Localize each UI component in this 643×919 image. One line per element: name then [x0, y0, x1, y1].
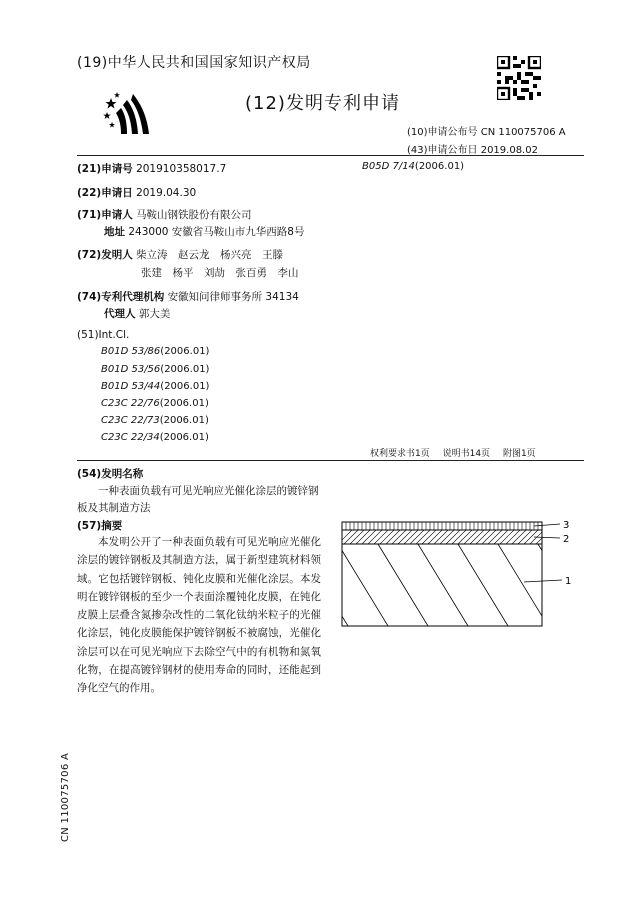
agent-row: [104, 306, 170, 321]
inventors-row: [77, 247, 283, 262]
inventors-label: (72)发明人: [77, 249, 133, 261]
invention-title: 一种表面负载有可见光响应光催化涂层的镀锌钢板及其制造方法: [77, 485, 319, 514]
layer-structure-figure: [338, 518, 578, 630]
qr-code: [497, 56, 541, 100]
document-type: (12)发明专利申请: [245, 93, 400, 114]
ipc-label: (51)Int.Cl.: [77, 329, 130, 341]
inventors-line-2: 张建 杨平 刘劼 张百勇 李山: [141, 267, 299, 279]
application-number: 201910358017.7: [136, 163, 227, 175]
ipc-row: [101, 381, 209, 392]
description-pages: 说明书14页: [442, 449, 491, 459]
claims-pages: 权利要求书1页: [370, 449, 430, 459]
agent: 郭大美: [138, 308, 171, 320]
agency-row: [77, 289, 299, 304]
figure-label-1: 1: [565, 576, 572, 587]
application-number-row: [77, 161, 226, 176]
abstract-label: (57)摘要: [77, 520, 123, 532]
patent-office-name: (19)中华人民共和国国家知识产权局: [77, 55, 311, 71]
ipc-row: [101, 364, 209, 375]
header-divider: [77, 155, 584, 156]
title-label: (54)发明名称: [77, 468, 144, 480]
figure-label-2: 2: [563, 534, 570, 545]
classification-code: B05D 7/14: [362, 161, 415, 172]
ipc-year: (2006.01): [160, 381, 210, 392]
agency-label: (74)专利代理机构: [77, 291, 165, 303]
ipc-row: [101, 415, 209, 426]
ipc-year: (2006.01): [160, 364, 210, 375]
inventors-line-1: 柴立涛 赵云龙 杨兴亮 王滕: [136, 249, 284, 261]
ipc-code: B01D 53/56: [101, 364, 161, 375]
ipc-row: [101, 346, 209, 357]
galvanized-steel-layer: [342, 544, 542, 626]
application-number-label: (21)申请号: [77, 163, 133, 175]
ipc-year: (2006.01): [159, 415, 209, 426]
application-date-label: (22)申请日: [77, 187, 133, 199]
side-publication-number: CN 110075706 A: [60, 752, 71, 842]
address: 243000 安徽省马鞍山市九华西路8号: [128, 226, 305, 238]
publication-number: (10)申请公布号 CN 110075706 A: [407, 127, 566, 138]
ipc-code: C23C 22/76: [101, 398, 160, 409]
page-counts: [370, 446, 546, 459]
ipc-code: C23C 22/73: [101, 415, 160, 426]
ipc-year: (2006.01): [160, 346, 210, 357]
publication-date: (43)申请公布日 2019.08.02: [407, 145, 538, 156]
ipc-row: [101, 432, 209, 443]
ipc-row: [101, 398, 209, 409]
agency: 安徽知问律师事务所 34134: [167, 291, 299, 303]
address-row: [104, 224, 304, 239]
cnipa-emblem-icon: [103, 90, 165, 138]
agent-label: 代理人: [104, 308, 136, 320]
application-date-row: [77, 185, 196, 200]
classification-row: [362, 161, 464, 172]
address-label: 地址: [104, 226, 125, 238]
ipc-code: B01D 53/86: [101, 346, 161, 357]
ipc-year: (2006.01): [159, 432, 209, 443]
abstract-text: 本发明公开了一种表面负载有可见光响应光催化涂层的镀锌钢板及其制造方法，属于新型建筑材料领域。它包括镀锌钢板、钝化皮膜和光催化涂层。本发明在镀锌钢板的至少一个表面涂覆钝化皮膜，在钝化皮膜上层叠含氮掺杂改性的二氧化钛纳米粒子的光催化涂层，钝化皮膜能保护镀锌钢板不被腐蚀，光催化涂层可以在可见光响应下去除空气中的有机物和氮氧化物，在提高镀锌钢材的使用寿命的同时，还能起到净化空气的作用。: [77, 536, 321, 695]
figure-label-3: 3: [563, 520, 570, 531]
ipc-code: C23C 22/34: [101, 432, 160, 443]
ipc-code: B01D 53/44: [101, 381, 161, 392]
drawings-pages: 附图1页: [502, 449, 536, 459]
classification-year: (2006.01): [414, 161, 465, 172]
applicant-row: [77, 207, 252, 222]
ipc-year: (2006.01): [159, 398, 209, 409]
section-divider: [77, 460, 584, 461]
application-date: 2019.04.30: [136, 187, 197, 199]
applicant-name: 马鞍山钢铁股份有限公司: [136, 209, 252, 221]
applicant-label: (71)申请人: [77, 209, 133, 221]
